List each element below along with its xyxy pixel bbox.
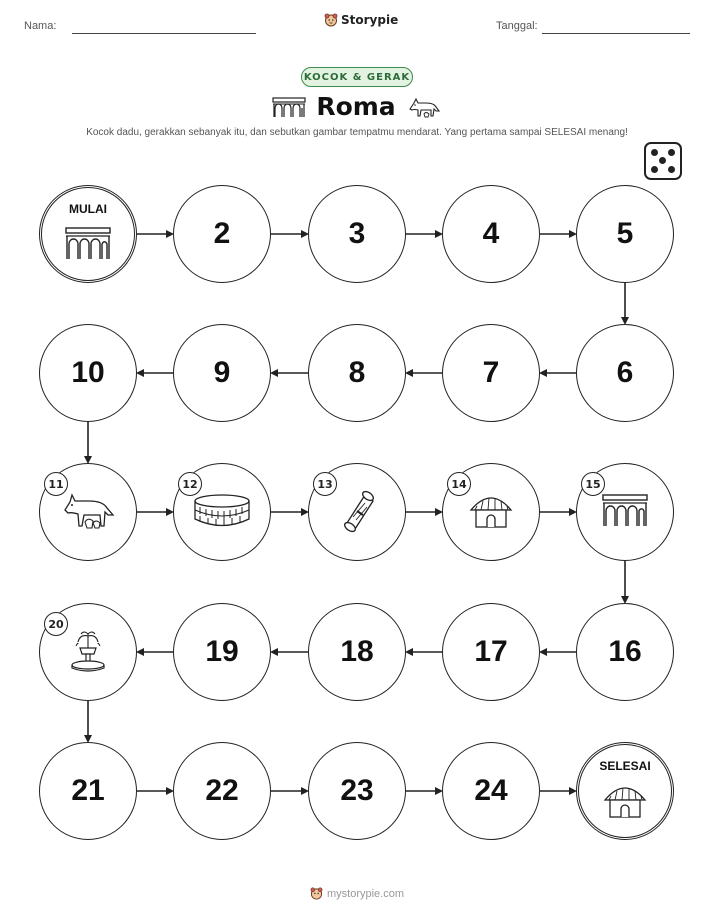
wolf-icon (59, 490, 117, 534)
dice-pip (659, 157, 666, 164)
board-space-12 (173, 463, 271, 561)
name-field[interactable] (72, 33, 256, 34)
space-number: 5 (616, 217, 634, 250)
board-space-22 (173, 742, 271, 840)
board-space-18 (308, 603, 406, 701)
dice-pip (668, 149, 675, 156)
start-space (39, 185, 137, 283)
footer (0, 887, 714, 900)
board-space-8 (308, 324, 406, 422)
aqueduct-icon (272, 96, 306, 118)
finish-space (576, 742, 674, 840)
dice-pip (668, 166, 675, 173)
space-number: 21 (71, 774, 105, 807)
board-space-19 (173, 603, 271, 701)
space-number: 18 (340, 635, 374, 668)
space-number-badge: 12 (178, 472, 202, 496)
space-label: MULAI (69, 202, 107, 216)
hut-icon (467, 490, 515, 534)
board-space-4 (442, 185, 540, 283)
board-space-21 (39, 742, 137, 840)
hut-icon (601, 780, 649, 824)
space-number: 24 (474, 774, 508, 807)
board-space-3 (308, 185, 406, 283)
date-label: Tanggal: (496, 20, 538, 32)
storypie-logo-icon (310, 887, 323, 900)
space-number: 16 (608, 635, 642, 668)
footer-url: mystorypie.com (326, 887, 405, 900)
space-number: 7 (482, 356, 500, 389)
board-space-13 (308, 463, 406, 561)
space-number: 2 (213, 217, 231, 250)
fountain-icon (68, 628, 108, 676)
colosseum-icon (192, 492, 252, 532)
wolf-icon (406, 95, 442, 119)
space-number-badge: 11 (44, 472, 68, 496)
board-space-11 (39, 463, 137, 561)
brand-name: Storypie (341, 13, 399, 27)
storypie-logo-icon (324, 13, 338, 27)
instructions: Kocok dadu, gerakkan sebanyak itu, dan sebutkan gambar tempatmu mendarat. Yang pertama sampai SELESAI menang! (86, 127, 628, 138)
activity-badge: KOCOK & GERAK (301, 67, 413, 87)
dice-pip (651, 166, 658, 173)
board-space-2 (173, 185, 271, 283)
board-space-6 (576, 324, 674, 422)
space-number-badge: 15 (581, 472, 605, 496)
board-space-20 (39, 603, 137, 701)
aqueduct-icon (64, 226, 112, 264)
dice-pip (651, 149, 658, 156)
board-space-10 (39, 324, 137, 422)
date-field[interactable] (542, 33, 690, 34)
space-number: 3 (348, 217, 366, 250)
space-number-badge: 13 (313, 472, 337, 496)
space-number-badge: 20 (44, 612, 68, 636)
space-number: 6 (616, 356, 634, 389)
title-row (0, 92, 714, 121)
space-number: 17 (474, 635, 508, 668)
space-number-badge: 14 (447, 472, 471, 496)
scroll-icon (337, 487, 377, 537)
board-space-16 (576, 603, 674, 701)
space-number: 8 (348, 356, 366, 389)
space-number: 19 (205, 635, 239, 668)
space-number: 10 (71, 356, 105, 389)
space-label: SELESAI (599, 759, 651, 773)
board-space-23 (308, 742, 406, 840)
space-number: 9 (213, 356, 231, 389)
board-space-14 (442, 463, 540, 561)
dice-icon[interactable] (644, 142, 682, 180)
board-space-17 (442, 603, 540, 701)
name-label: Nama: (24, 20, 57, 32)
board-space-15 (576, 463, 674, 561)
board-space-9 (173, 324, 271, 422)
brand (324, 13, 398, 27)
space-number: 4 (482, 217, 500, 250)
board-space-24 (442, 742, 540, 840)
space-number: 22 (205, 774, 239, 807)
space-number: 23 (340, 774, 374, 807)
board-space-7 (442, 324, 540, 422)
aqueduct-icon (601, 493, 649, 531)
page-title: Roma (316, 92, 396, 121)
board-space-5 (576, 185, 674, 283)
